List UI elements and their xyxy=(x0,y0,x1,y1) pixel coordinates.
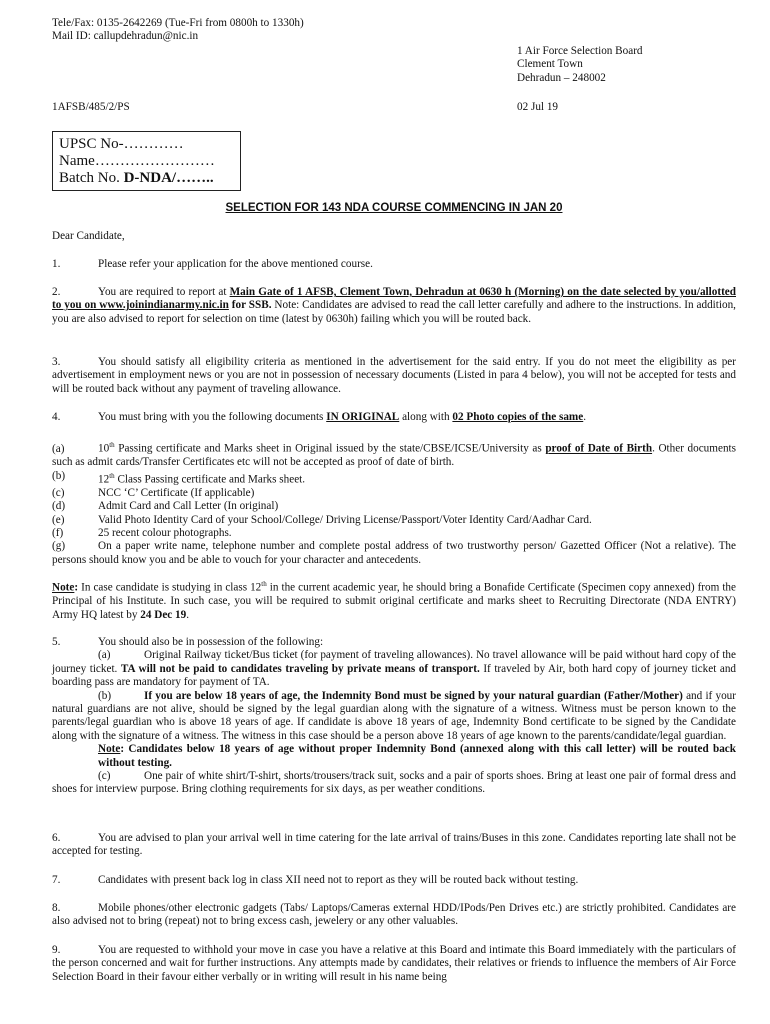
paragraph-6: 6. You are advised to plan your arrival well in time catering for the late arrival of trains/Buses in this zone. Candidates reporting late shall not be accepted for testing. xyxy=(52,832,736,858)
list-item: (g) On a paper write name, telephone number and complete postal address of two trustworthy person/ Gazetted Officer (Not a relative). The persons should know you and be able to vouch for your character and antecedents. xyxy=(52,540,736,566)
address-line: 1 Air Force Selection Board xyxy=(517,45,643,57)
mail-line: Mail ID: callupdehradun@nic.in xyxy=(52,30,199,43)
letter-date: 02 Jul 19 xyxy=(517,101,559,113)
candidate-details-box xyxy=(52,131,241,191)
reference-number: 1AFSB/485/2/PS xyxy=(52,101,130,113)
address-line: Clement Town xyxy=(517,58,583,71)
list-item: (c) NCC ‘C’ Certificate (If applicable) xyxy=(52,486,255,499)
address-line: Dehradun – 248002 xyxy=(517,71,606,84)
note-paragraph: Note: In case candidate is studying in class 12th in the current academic year, he should bring a Bonafide Certificate (Specimen copy annexed) from the Principal of his Institute. In such case, you will be required to submit original certificate and marks sheet to Recruiting Directorate (NDA ENTRY) Army HQ latest by 24 Dec 19. xyxy=(52,580,736,621)
paragraph-1: 1. Please refer your application for the above mentioned course. xyxy=(52,258,373,270)
paragraph-4: 4. You must bring with you the following documents IN ORIGINAL along with 02 Photo copies of the same. xyxy=(52,411,587,423)
name-field: Name…………………… xyxy=(59,153,215,169)
list-item: (a) Original Railway ticket/Bus ticket (for payment of traveling allowances). No travel allowance will be paid without hard copy of the journey ticket. TA will not be paid to candidates traveling by private means of transport. If traveled by Air, both hard copy of journey ticket and boarding pass are mandatory for payment of TA. xyxy=(52,649,737,689)
list-item: (e) Valid Photo Identity Card of your School/College/ Driving License/Passport/Voter Identity Card/Aadhar Card. xyxy=(52,513,592,526)
indemnity-note: Note: Candidates below 18 years of age without proper Indemnity Bond (annexed along with this call letter) will be routed back without testing. xyxy=(98,743,736,769)
salutation: Dear Candidate, xyxy=(52,230,125,242)
document-list xyxy=(52,439,736,567)
list-item: (b) If you are below 18 years of age, the Indemnity Bond must be signed by your natural guardian (Father/Mother) and if your natural guardians are not alive, should be signed by the legal guardian along with the signature of a witness. Witness must be person known to the parents/legal guardian who is above 18 years of age. If candidate is above 18 years of age, Indemnity Bond certificate to be signed by the Candidate along with the signature of a witness. The witness in this case should be a person above 18 years of age known to the parents/candidate/legal guardian. xyxy=(52,689,737,742)
paragraph-7: 7. Candidates with present back log in class XII need not to report as they will be routed back without testing. xyxy=(52,874,579,886)
contact-block xyxy=(52,17,304,44)
address-block xyxy=(517,45,643,85)
paragraph-5 xyxy=(52,636,736,797)
upsc-number-field: UPSC No-………… xyxy=(59,136,184,152)
list-item: (d) Admit Card and Call Letter (In original) xyxy=(52,500,279,513)
paragraph-3: 3. You should satisfy all eligibility criteria as mentioned in the advertisement for the said entry. If you do not meet the eligibility as per advertisement in employment news or you are not in possession of necessary documents (Listed in para 4 below), you will not be accepted for tests and will be routed back without any payment of traveling allowance. xyxy=(52,356,736,395)
paragraph-2: 2. You are required to report at Main Gate of 1 AFSB, Clement Town, Dehradun at 0630 h (Morning) on the date selected by you/allotted to you on www.joinindianarmy.nic.in for SSB. Note: Candidates are advised to read the call letter carefully and adhere to the instructions. In addition, you are also advised to report for selection on time (latest by 0630h) failing which you will be routed back. xyxy=(52,286,736,325)
list-item: (b) 12th Class Passing certificate and Marks sheet. xyxy=(52,469,306,486)
paragraph-5-intro: 5. You should also be in possession of the following: xyxy=(52,636,324,648)
list-item: (a) 10th Passing certificate and Marks sheet in Original issued by the state/CBSE/ICSE/University as proof of Date of Birth. Other documents such as admit cards/Transfer Certificates etc will not be accepted as proof of date of birth. xyxy=(52,441,736,469)
list-item: (f) 25 recent colour photographs. xyxy=(52,526,232,539)
paragraph-9: 9. You are requested to withhold your move in case you have a relative at this Board and intimate this Board immediately with the particulars of the person concerned and wait for further instructions. Any attempts made by candidates, their relatives or friends to influence the members of Air Force Selection Board in their favour either verbally or in writing will result in his name being xyxy=(52,944,736,983)
letter-title: SELECTION FOR 143 NDA COURSE COMMENCING IN JAN 20 xyxy=(225,202,563,214)
telfax-line: Tele/Fax: 0135-2642269 (Tue-Fri from 0800h to 1330h) xyxy=(52,17,304,29)
list-item: (c) One pair of white shirt/T-shirt, shorts/trousers/track suit, socks and a pair of sports shoes. Bring at least one pair of formal dress and shoes for interview purpose. Bring clothing requirements for six days, as per weather conditions. xyxy=(52,770,736,796)
paragraph-8: 8. Mobile phones/other electronic gadgets (Tabs/ Laptops/Cameras external HDD/IPods/Pen Drives etc.) are strictly prohibited. Candidates are also advised not to bring (repeat) not to bring excess cash, jewelery or any other valuables. xyxy=(52,902,736,928)
batch-number-field: Batch No. D-NDA/…….. xyxy=(59,170,214,186)
